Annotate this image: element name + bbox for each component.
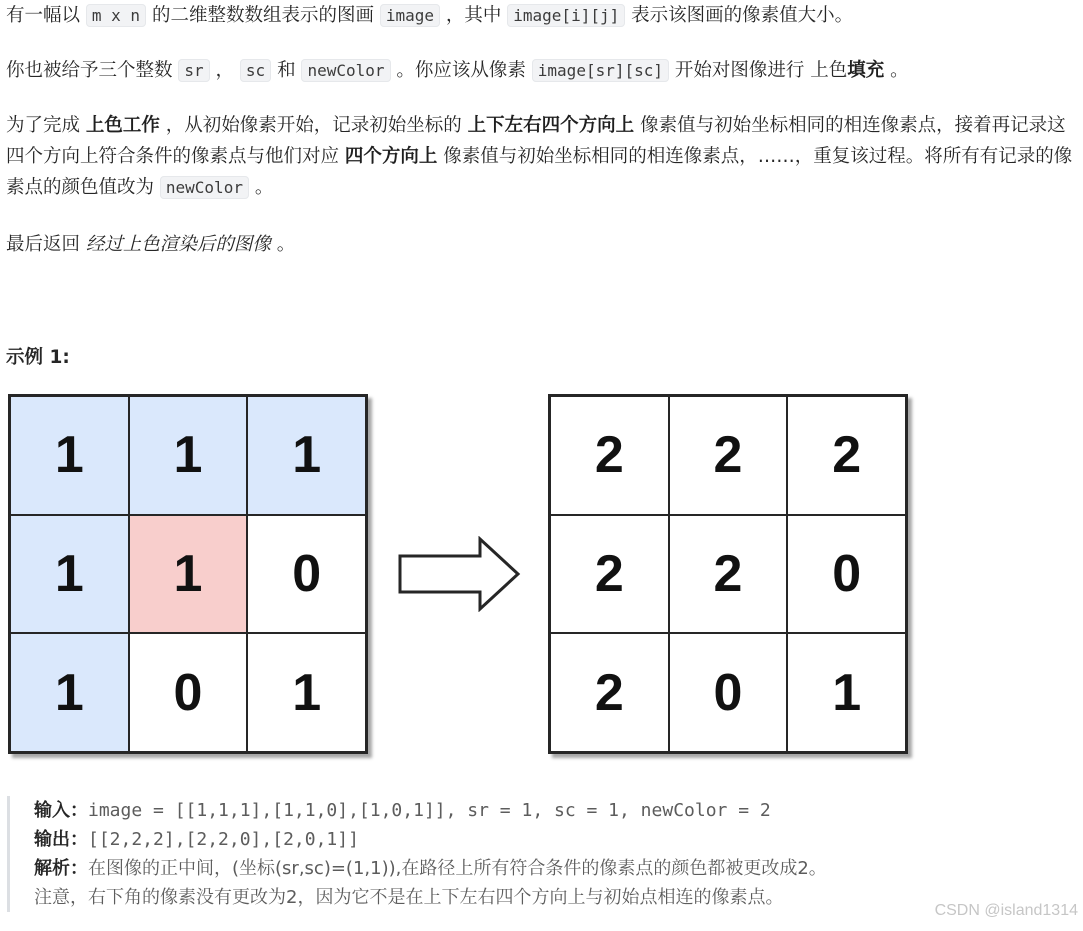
example-explanation: [7, 796, 914, 912]
inline-code: sc: [240, 59, 271, 82]
after-cell: 1: [787, 633, 906, 752]
italic-term: 经过上色渲染后的图像: [85, 234, 271, 255]
description-paragraph-3: 为了完成 上色工作 ，从初始像素开始，记录初始坐标的 上下左右四个方向上 像素值与初始坐标相同的相连像素点，接着再记录这四个方向上符合条件的像素点与他们对应 四个方向上 像素值与初始坐标相同的相连像素点，……，重复该过程。将所有有记录的像素点的颜色值改为 newColor 。: [6, 115, 1073, 198]
after-cell: 2: [669, 515, 788, 634]
inline-code: m x n: [86, 4, 146, 27]
before-cell: 0: [247, 515, 366, 634]
before-cell: 1: [247, 633, 366, 752]
before-cell: 1: [10, 396, 129, 515]
bold-term: 上下左右四个方向上: [467, 115, 635, 136]
before-cell: 1: [129, 515, 248, 634]
after-cell: 2: [550, 515, 669, 634]
output-line: 输出：[[2,2,2],[2,2,0],[2,0,1]]: [34, 829, 359, 850]
after-cell: 2: [550, 396, 669, 515]
description-paragraph-1: 有一幅以 m x n 的二维整数数组表示的图画 image ，其中 image[i][j] 表示该图画的像素值大小。: [6, 5, 854, 26]
before-cell: 1: [247, 396, 366, 515]
inline-code: newColor: [301, 59, 390, 82]
watermark: CSDN @island1314: [934, 902, 1078, 919]
input-line: 输入：image = [[1,1,1],[1,1,0],[1,0,1]], sr = 1, sc = 1, newColor = 2: [34, 800, 771, 821]
after-cell: 0: [669, 633, 788, 752]
bold-term: 填充: [847, 60, 885, 81]
after-cell: 2: [550, 633, 669, 752]
inline-code: image: [380, 4, 440, 27]
after-grid: [548, 394, 908, 754]
after-cell: 2: [787, 396, 906, 515]
inline-code: image[sr][sc]: [532, 59, 669, 82]
bold-term: 上色工作: [85, 115, 160, 136]
bold-term: 四个方向上: [344, 146, 438, 167]
inline-code: image[i][j]: [507, 4, 625, 27]
note-line: 注意，右下角的像素没有更改为2，因为它不是在上下左右四个方向上与初始点相连的像素点。: [34, 887, 784, 908]
description-paragraph-4: 最后返回 经过上色渲染后的图像 。: [6, 234, 296, 255]
inline-code: sr: [178, 59, 209, 82]
inline-code: newColor: [160, 176, 249, 199]
description-paragraph-2: 你也被给予三个整数 sr ， sc 和 newColor 。你应该从像素 image[sr][sc] 开始对图像进行 上色填充 。: [6, 60, 909, 81]
example-title: 示例 1:: [6, 347, 70, 368]
before-cell: 1: [10, 633, 129, 752]
before-cell: 1: [129, 396, 248, 515]
before-grid: [8, 394, 368, 754]
right-arrow-icon: [398, 536, 522, 612]
before-cell: 0: [129, 633, 248, 752]
explain-line: 解析：在图像的正中间，(坐标(sr,sc)=(1,1)),在路径上所有符合条件的像素点的颜色都被更改成2。: [34, 858, 827, 879]
before-cell: 1: [10, 515, 129, 634]
after-cell: 2: [669, 396, 788, 515]
after-cell: 0: [787, 515, 906, 634]
